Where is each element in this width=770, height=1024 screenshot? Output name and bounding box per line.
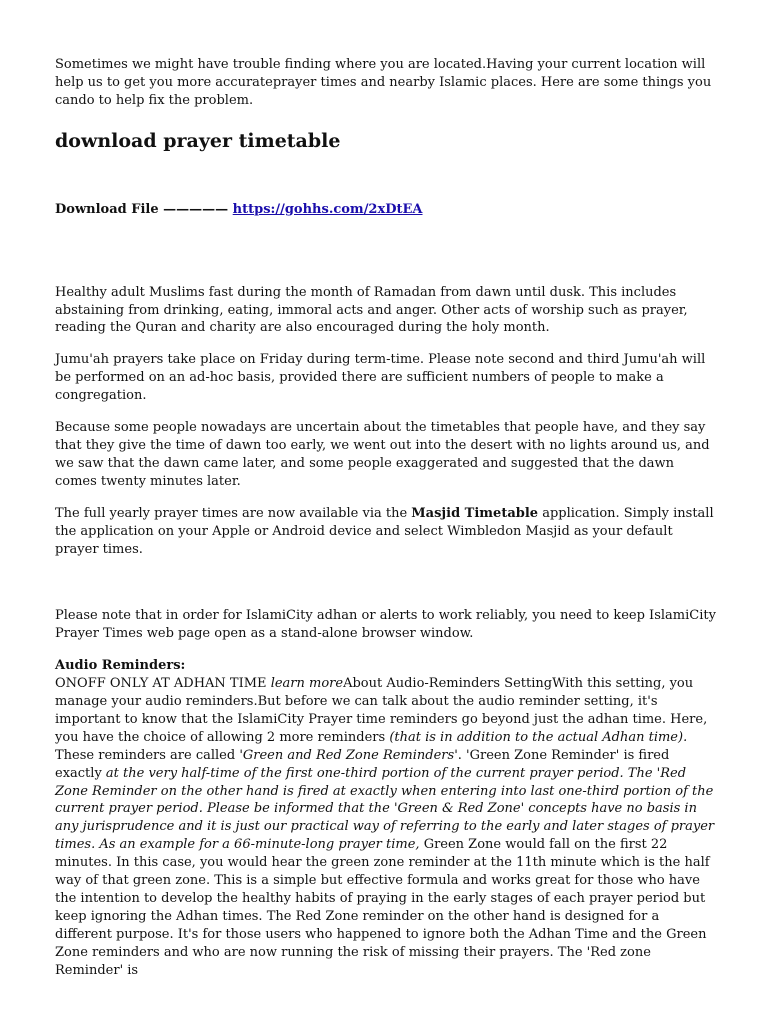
audio-reminders-paragraph [55,675,717,979]
learn-more-text: learn more [270,676,344,692]
islamicity-paragraph: Please note that in order for IslamiCity adhan or alerts to work reliably, you need to keep IslamiCity Prayer Times web page open as a stand-alone browser window. [55,608,716,642]
audio-text-7: at the very half-time of the first one-third portion of the current prayer period. The 'Red Zone Reminder on the other hand is fired at exactly when entering into last one-third portion of the current prayer period. Please be informed that the 'Green & Red Zone' concepts have no basis in any jurisprudence and it is just our practical way of referring to the early and later stages of prayer times. As an example for a 66-minute-long prayer time, [55,765,715,853]
document-page [55,56,717,980]
timetable-text-end: application. Simply install the application on your Apple or Android device and select Wimbledon Masjid as your default prayer times. [55,505,714,557]
timetable-text-start: The full yearly prayer times are now available via the [55,505,412,521]
audio-text-6: '. 'Green Zone Reminder' is fired exactly [55,747,670,781]
audio-reminders-heading: Audio Reminders: [55,658,186,674]
audio-text-8: Green Zone would fall on the first 22 minutes. In this case, you would hear the green zone reminder at the 11th minute which is the half way of that green zone. This is a simple but effective formula and works great for those who have the intention to develop the healthy habits of praying in the early stages of each prayer period but keep ignoring the Adhan times. The Red Zone reminder on the other hand is designed for a different purpose. It's for those users who happened to ignore both the Adhan Time and the Green Zone reminders and who are now running the risk of missing their prayers. The 'Red zone Reminder' is [55,837,710,978]
timetable-paragraph [55,505,717,559]
intro-paragraph: Sometimes we might have trouble finding where you are located.Having your current location will help us to get you more accurateprayer times and nearby Islamic places. Here are some things you cando to help fix the problem. [55,57,712,108]
audio-text-2: About Audio-Reminders SettingWith this setting, you manage your audio reminders.But before we can talk about the audio reminder setting, it's important to know that the IslamiCity Prayer time reminders go beyond just the adhan time. Here, you have the choice of allowing 2 more reminders [55,676,708,745]
masjid-timetable-name: Masjid Timetable [411,505,539,521]
page-title: download prayer timetable [55,129,341,152]
download-line [55,201,717,219]
audio-text-3: (that is in addition to the actual Adhan time). [389,729,688,745]
download-link[interactable]: https://gohhs.com/2xDtEA [232,201,423,217]
dawn-paragraph: Because some people nowadays are uncertain about the timetables that people have, and they say that they give the time of dawn too early, we went out into the desert with no lights around us, and we saw that the dawn came later, and some people exaggerated and suggested that the dawn comes twenty minutes later. [55,420,710,489]
jumuah-paragraph: Jumu'ah prayers take place on Friday during term-time. Please note second and third Jumu'ah will be performed on an ad-hoc basis, provided there are sufficient numbers of people to make a congregation. [55,352,706,404]
download-label: Download File ————— [55,201,233,217]
audio-text-1: ONOFF ONLY AT ADHAN TIME [55,676,271,692]
ramadan-paragraph: Healthy adult Muslims fast during the month of Ramadan from dawn until dusk. This includes abstaining from drinking, eating, immoral acts and anger. Other acts of worship such as prayer, reading the Quran and charity are also encouraged during the holy month. [55,284,688,336]
audio-text-4: These reminders are called ' [55,747,243,763]
audio-text-5: Green and Red Zone Reminders [242,747,455,763]
